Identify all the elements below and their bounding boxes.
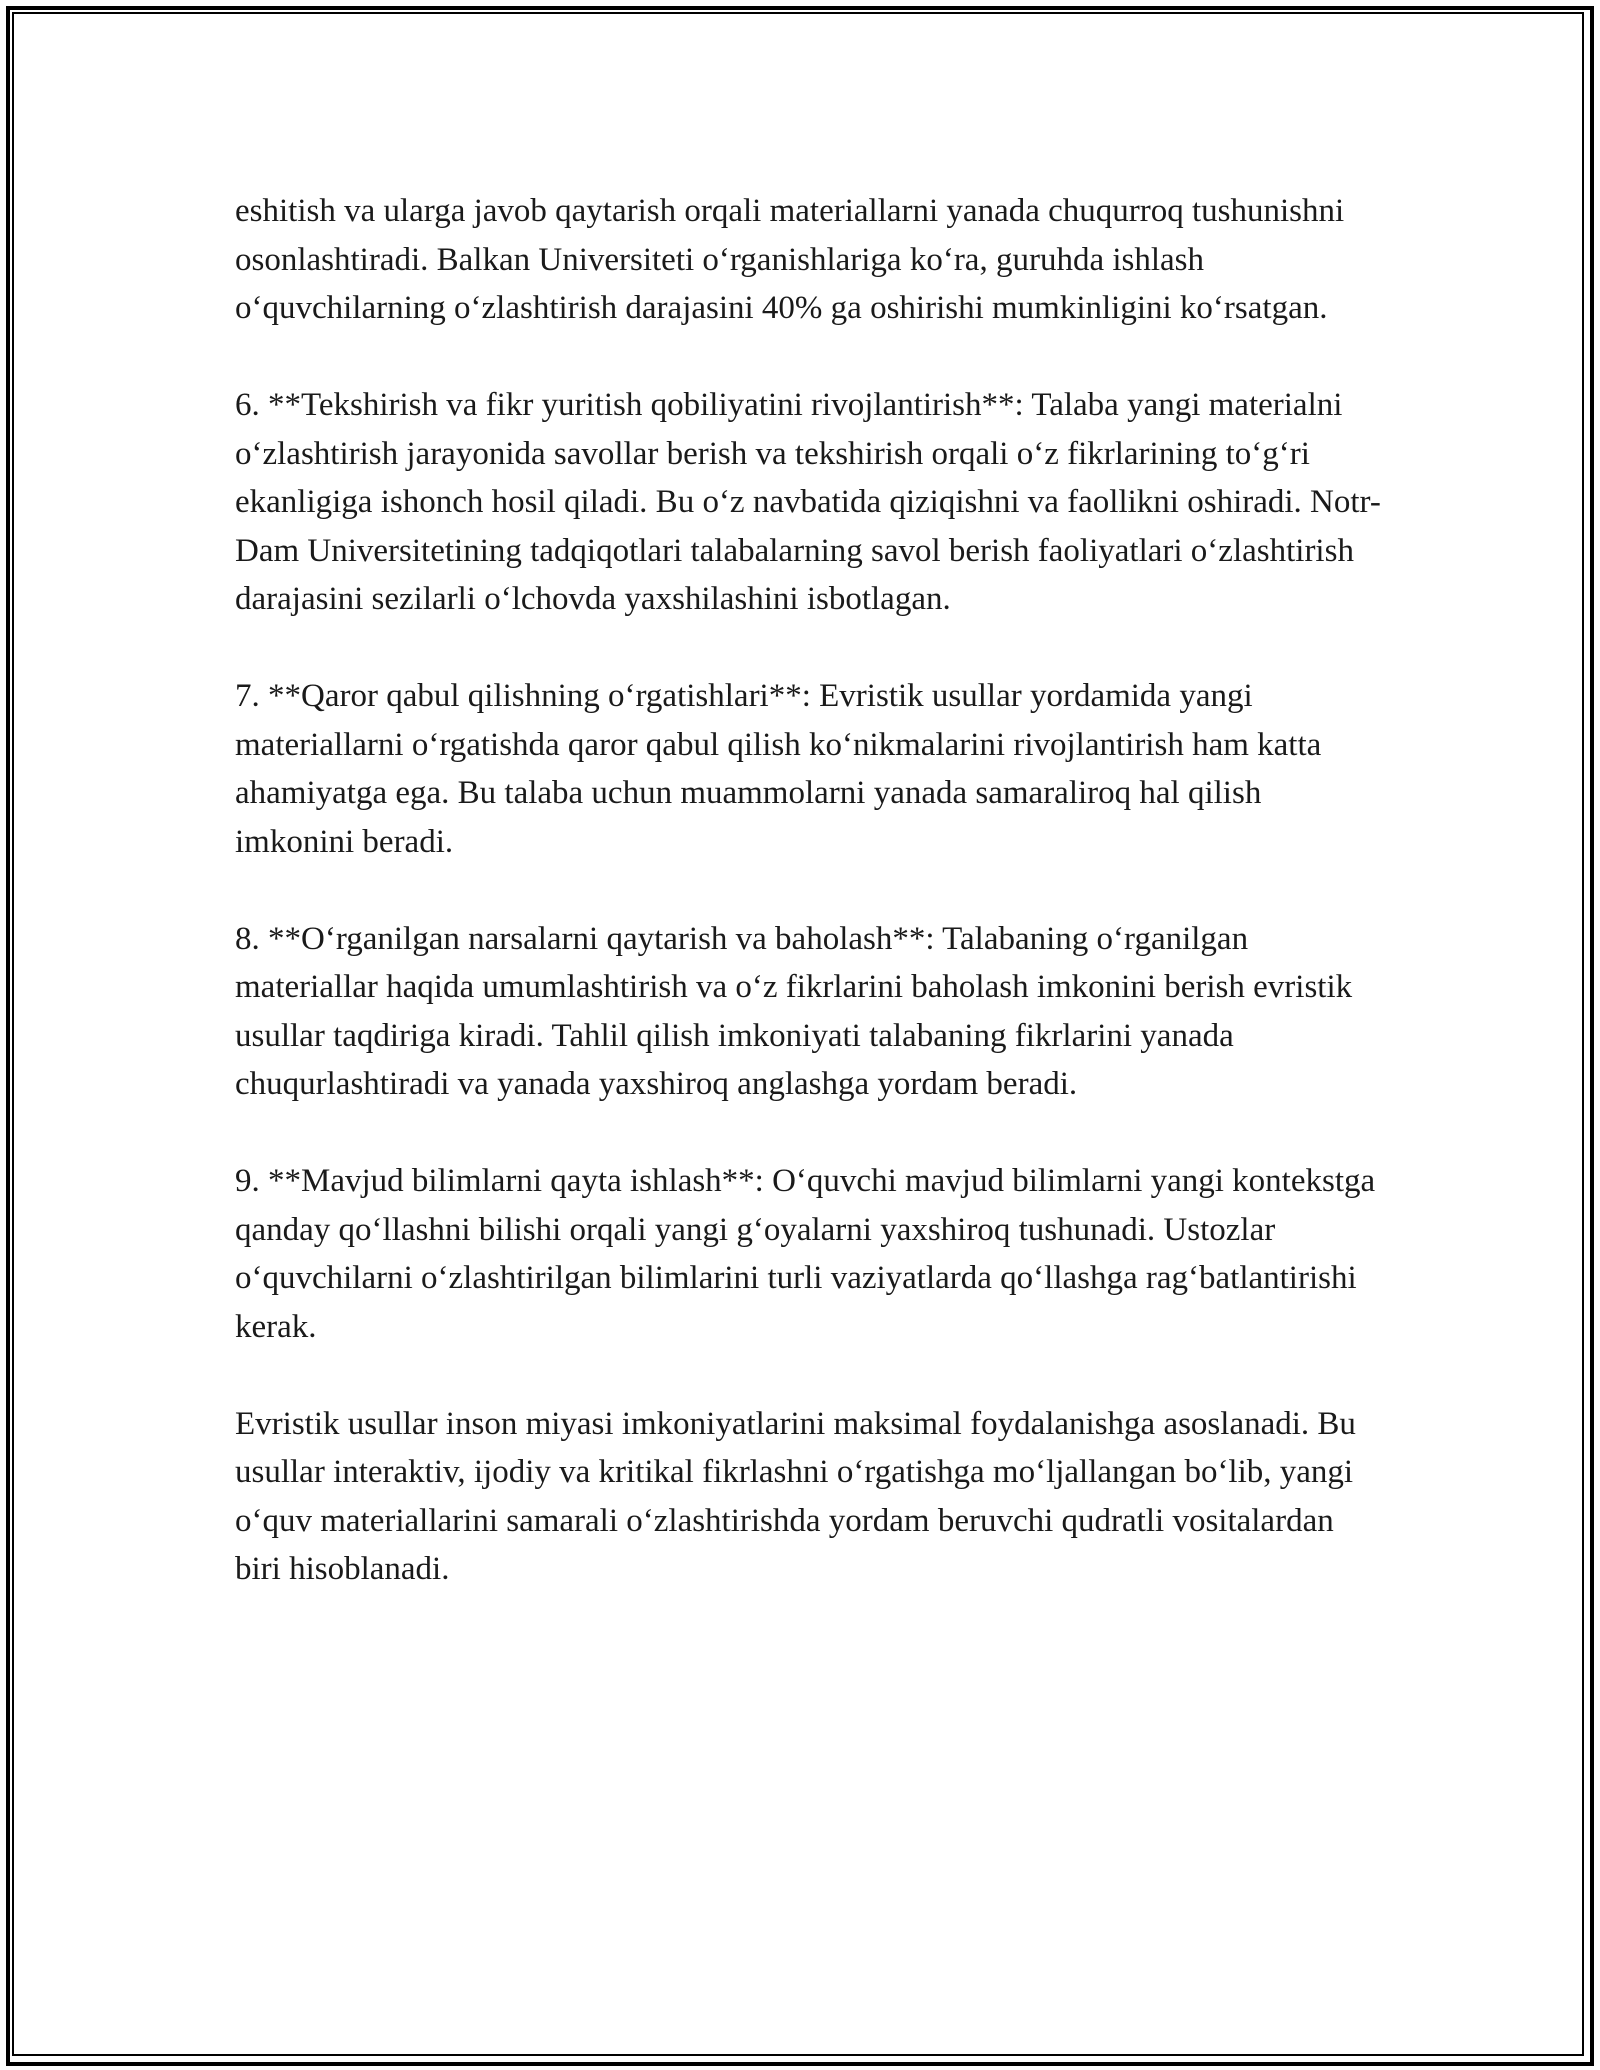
paragraph-item-6: 6. **Tekshirish va fikr yuritish qobiliyatini rivojlantirish**: Talaba yangi materialni o‘zlashtirish jarayonida savollar berish va tekshirish orqali o‘z fikrlarining to‘g‘ri ekanligiga ishonch hosil qiladi. Bu o‘z navbatida qiziqishni va faollikni oshiradi. Notr-Dam Universitetining tadqiqotlari talabalarning savol berish faoliyatlari o‘zlashtirish darajasini sezilarli o‘lchovda yaxshilashini isbotlagan.	[235, 387, 1381, 617]
paragraph-continuation: eshitish va ularga javob qaytarish orqali materiallarni yanada chuqurroq tushunishni osonlashtiradi. Balkan Universiteti o‘rganishlariga ko‘ra, guruhda ishlash o‘quvchilarning o‘zlashtirish darajasini 40% ga oshirishi mumkinligini ko‘rsatgan.	[235, 193, 1345, 326]
paragraph-item-9: 9. **Mavjud bilimlarni qayta ishlash**: O‘quvchi mavjud bilimlarni yangi kontekstga qanday qo‘llashni bilishi orqali yangi g‘oyalarni yaxshiroq tushunadi. Ustozlar o‘quvchilarni o‘zlashtirilgan bilimlarini turli vaziyatlarda qo‘llashga rag‘batlantirishi kerak.	[235, 1163, 1376, 1345]
paragraph-conclusion: Evristik usullar inson miyasi imkoniyatlarini maksimal foydalanishga asoslanadi. Bu usullar interaktiv, ijodiy va kritikal fikrlashni o‘rgatishga mo‘ljallangan bo‘lib, yangi o‘quv materiallarini samarali o‘zlashtirishda yordam beruvchi qudratli vositalardan biri hisoblanadi.	[235, 1405, 1356, 1587]
document-body	[235, 187, 1385, 1594]
paragraph-item-7: 7. **Qaror qabul qilishning o‘rgatishlari**: Evristik usullar yordamida yangi materiallarni o‘rgatishda qaror qabul qilish ko‘nikmalarini rivojlantirish ham katta ahamiyatga ega. Bu talaba uchun muammolarni yanada samaraliroq hal qilish imkonini beradi.	[235, 678, 1322, 860]
paragraph-item-8: 8. **O‘rganilgan narsalarni qaytarish va baholash**: Talabaning o‘rganilgan materiallar haqida umumlashtirish va o‘z fikrlarini baholash imkonini berish evristik usullar taqdiriga kiradi. Tahlil qilish imkoniyati talabaning fikrlarini yanada chuqurlashtiradi va yanada yaxshiroq anglashga yordam beradi.	[235, 920, 1353, 1102]
